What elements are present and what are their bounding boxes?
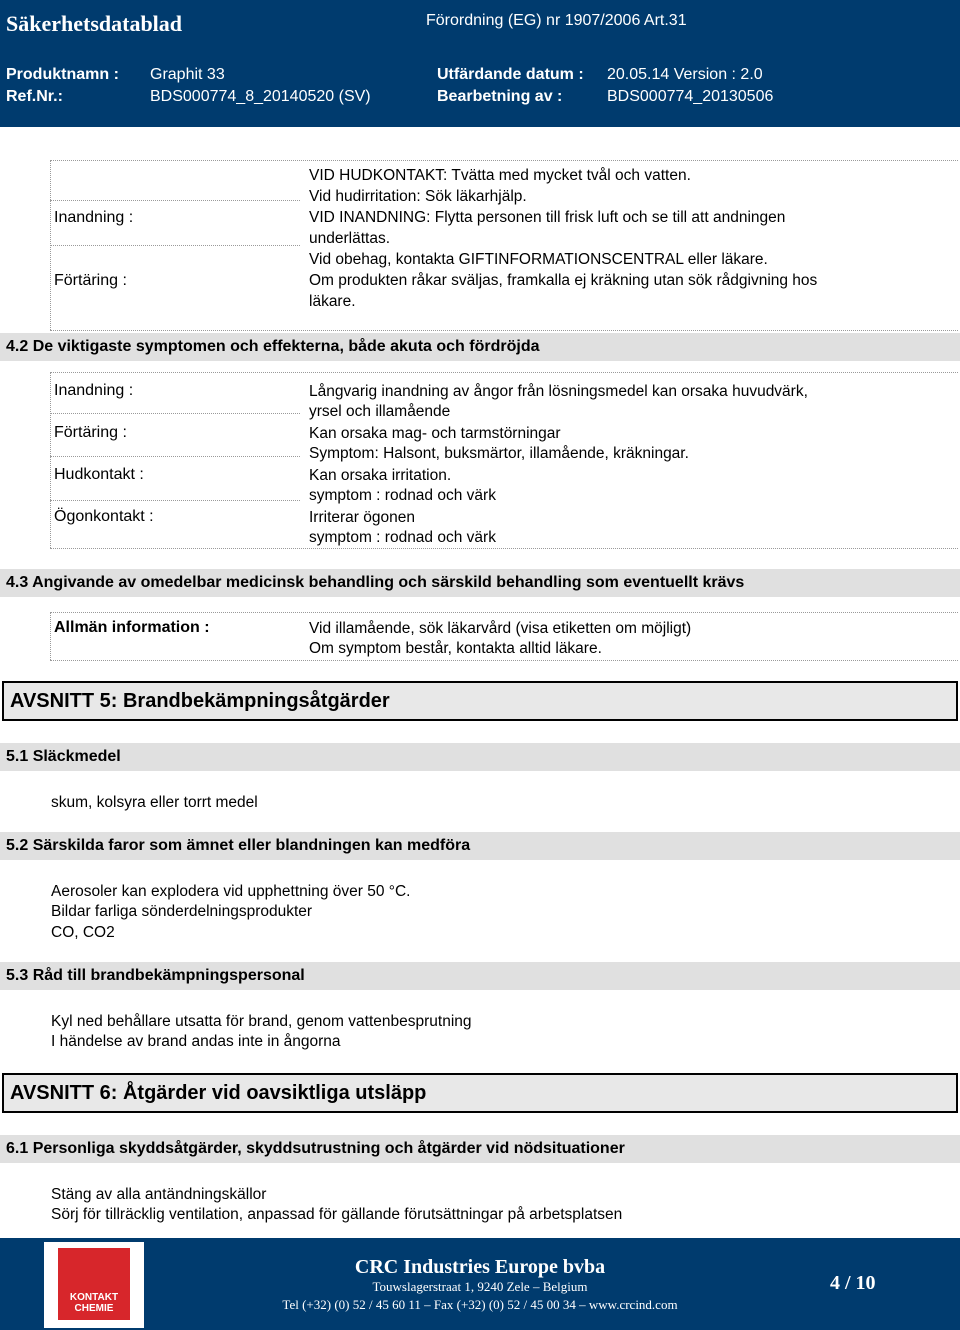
edit-label: Bearbetning av : xyxy=(437,88,563,105)
symptom-line: symptom : rodnad och värk xyxy=(309,529,496,546)
symptom-line: Långvarig inandning av ångor från lösningsmedel kan orsaka huvudvärk, xyxy=(309,383,808,400)
table-border xyxy=(50,245,300,246)
inhalation-label: Inandning : xyxy=(54,209,134,226)
product-name: Graphit 33 xyxy=(150,66,225,83)
company-contact: Tel (+32) (0) 52 / 45 60 11 – Fax (+32) (0) 52 / 45 00 34 – www.crcind.com xyxy=(282,1297,678,1312)
general-info-line: Om symptom består, kontakta alltid läkare. xyxy=(309,640,602,657)
subsection-5-1-title: 5.1 Släckmedel xyxy=(0,743,960,771)
table-border xyxy=(50,413,300,414)
company-address: Touwslagerstraat 1, 9240 Zele – Belgium xyxy=(372,1279,588,1294)
general-info-line: Vid illamående, sök läkarvård (visa etiketten om möjligt) xyxy=(309,620,692,637)
issue-date-label: Utfärdande datum : xyxy=(437,66,584,83)
section-6-title: AVSNITT 6: Åtgärder vid oavsiktliga utsläpp xyxy=(2,1073,958,1113)
symptom-line: symptom : rodnad och värk xyxy=(309,487,496,504)
ingestion-label: Förtäring : xyxy=(54,272,127,289)
precaution-line: Sörj för tillräcklig ventilation, anpassad för gällande förutsättningar på arbetsplatsen xyxy=(51,1206,623,1223)
ref-label: Ref.Nr.: xyxy=(6,88,63,105)
page-header xyxy=(0,0,960,127)
subsection-5-3-title: 5.3 Råd till brandbekämpningspersonal xyxy=(0,962,960,990)
eye-contact-label: Ögonkontakt : xyxy=(54,508,154,525)
first-aid-line: underlättas. xyxy=(309,230,390,247)
symptom-line: Kan orsaka irritation. xyxy=(309,467,452,484)
ingestion-label: Förtäring : xyxy=(54,424,127,441)
firefighter-advice-line: Kyl ned behållare utsatta för brand, genom vattenbesprutning xyxy=(51,1013,472,1030)
table-border xyxy=(50,200,300,201)
edit-value: BDS000774_20130506 xyxy=(607,88,774,105)
skin-contact-label: Hudkontakt : xyxy=(54,466,144,483)
product-name-label: Produktnamn : xyxy=(6,66,119,83)
symptom-line: yrsel och illamående xyxy=(309,403,451,420)
symptom-line: Symptom: Halsont, buksmärtor, illamående, kräkningar. xyxy=(309,445,689,462)
symptom-line: Irriterar ögonen xyxy=(309,509,415,526)
extinguishing-media: skum, kolsyra eller torrt medel xyxy=(51,794,258,811)
subsection-4-2-title: 4.2 De viktigaste symptomen och effekterna, både akuta och fördröjda xyxy=(0,333,960,361)
general-info-label: Allmän information : xyxy=(54,619,210,636)
company-name: CRC Industries Europe bvba xyxy=(354,1256,606,1278)
first-aid-line: VID HUDKONTAKT: Tvätta med mycket tvål och vatten. xyxy=(309,167,691,184)
table-border xyxy=(50,548,958,549)
precaution-line: Stäng av alla antändningskällor xyxy=(51,1186,267,1203)
symptom-line: Kan orsaka mag- och tarmstörningar xyxy=(309,425,561,442)
table-border xyxy=(50,372,958,373)
inhalation-label: Inandning : xyxy=(54,382,134,399)
table-border xyxy=(50,660,958,661)
first-aid-line: VID INANDNING: Flytta personen till frisk luft och se till att andningen xyxy=(309,209,786,226)
subsection-5-2-title: 5.2 Särskilda faror som ämnet eller blandningen kan medföra xyxy=(0,832,960,860)
doc-title: Säkerhetsdatablad xyxy=(6,11,183,36)
regulation: Förordning (EG) nr 1907/2006 Art.31 xyxy=(426,12,687,29)
first-aid-line: Om produkten råkar sväljas, framkalla ej kräkning utan sök rådgivning hos xyxy=(309,272,818,289)
issue-date-value: 20.05.14 Version : 2.0 xyxy=(607,66,763,83)
table-border xyxy=(50,160,958,161)
hazard-line: CO, CO2 xyxy=(51,924,115,941)
section-5-title: AVSNITT 5: Brandbekämpningsåtgärder xyxy=(2,681,958,721)
table-border xyxy=(50,372,51,548)
page-number: 4 / 10 xyxy=(830,1272,876,1294)
table-border xyxy=(50,456,300,457)
first-aid-line: Vid obehag, kontakta GIFTINFORMATIONSCENTRAL eller läkare. xyxy=(309,251,768,268)
subsection-4-3-title: 4.3 Angivande av omedelbar medicinsk behandling och särskild behandling som eventuellt krävs xyxy=(0,569,960,597)
ref-value: BDS000774_8_20140520 (SV) xyxy=(150,88,371,105)
firefighter-advice-line: I händelse av brand andas inte in ångorna xyxy=(51,1033,341,1050)
table-border xyxy=(50,612,958,613)
table-border xyxy=(50,612,51,660)
first-aid-line: Vid hudirritation: Sök läkarhjälp. xyxy=(309,188,527,205)
logo-text: KONTAKT CHEMIE xyxy=(69,1292,119,1314)
hazard-line: Bildar farliga sönderdelningsprodukter xyxy=(51,903,313,920)
hazard-line: Aerosoler kan explodera vid upphettning över 50 °C. xyxy=(51,883,411,900)
company-logo xyxy=(44,1242,144,1328)
first-aid-line: läkare. xyxy=(309,293,356,310)
table-border xyxy=(50,500,300,501)
table-border xyxy=(50,330,958,331)
subsection-6-1-title: 6.1 Personliga skyddsåtgärder, skyddsutrustning och åtgärder vid nödsituationer xyxy=(0,1135,960,1163)
